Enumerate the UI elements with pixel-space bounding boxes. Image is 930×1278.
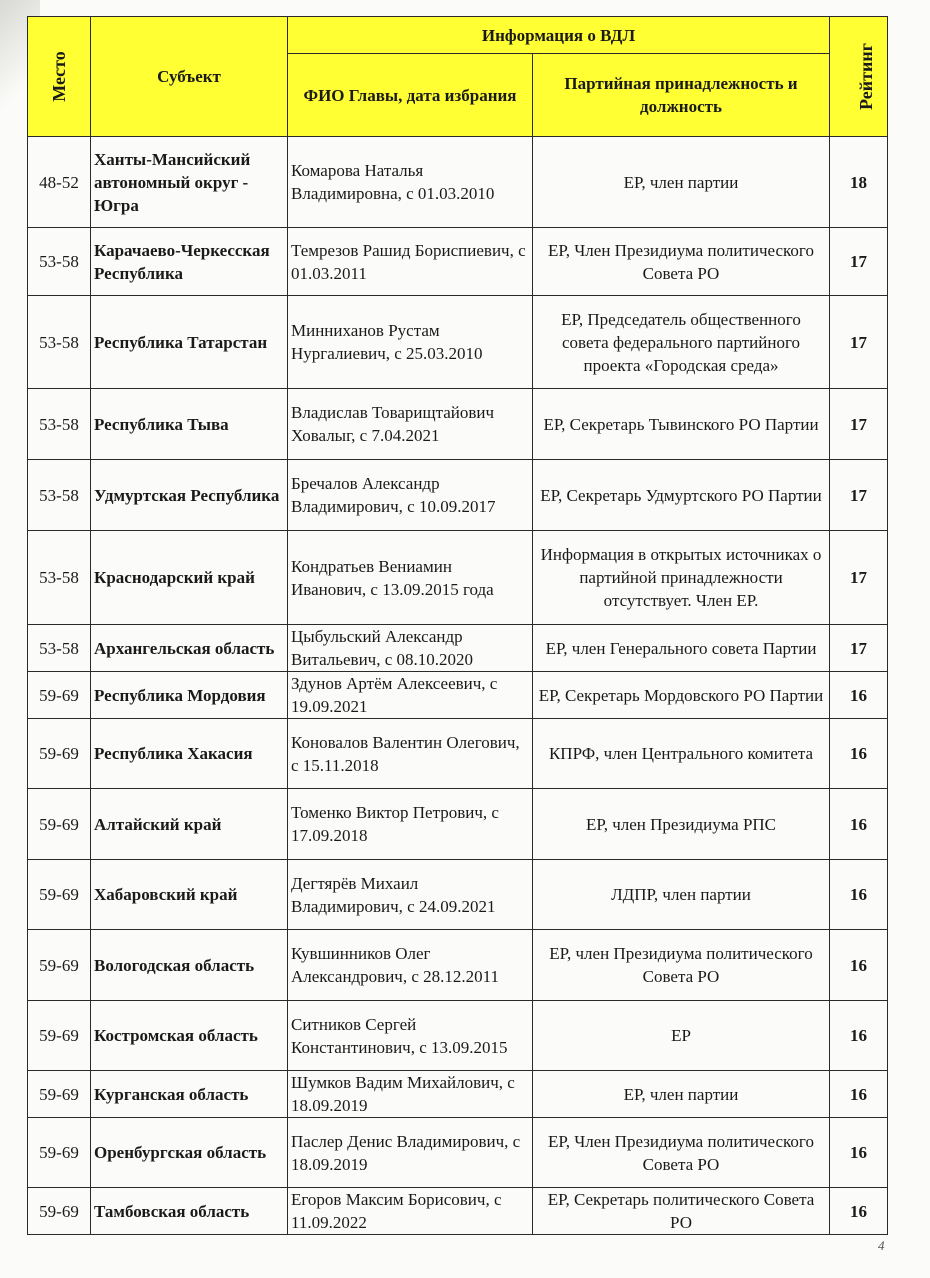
table-row	[28, 789, 888, 860]
header-vdl-info: Информация о ВДЛ	[288, 17, 830, 54]
head-cell: Темрезов Рашид Бориспиевич, с 01.03.2011	[288, 228, 533, 296]
rating-cell: 17	[830, 296, 888, 389]
head-cell: Паслер Денис Владимирович, с 18.09.2019	[288, 1118, 533, 1188]
head-cell: Коновалов Валентин Олегович, с 15.11.2018	[288, 719, 533, 789]
party-cell: КПРФ, член Центрального комитета	[533, 719, 830, 789]
head-cell: Кувшинников Олег Александрович, с 28.12.2011	[288, 930, 533, 1001]
table-row	[28, 1188, 888, 1235]
rating-cell: 16	[830, 1118, 888, 1188]
table-row	[28, 672, 888, 719]
header-place-label: Место	[48, 51, 69, 102]
rating-cell: 17	[830, 389, 888, 460]
subject-cell: Республика Татарстан	[91, 296, 288, 389]
place-cell: 59-69	[28, 719, 91, 789]
rating-cell: 16	[830, 789, 888, 860]
subject-cell: Вологодская область	[91, 930, 288, 1001]
table-row	[28, 228, 888, 296]
rating-cell: 17	[830, 460, 888, 531]
subject-cell: Алтайский край	[91, 789, 288, 860]
place-cell: 59-69	[28, 1071, 91, 1118]
table-row	[28, 930, 888, 1001]
table-row	[28, 719, 888, 789]
head-cell: Владислав Товарищтайович Ховалыг, с 7.04.2021	[288, 389, 533, 460]
header-rating	[830, 17, 888, 137]
head-cell: Томенко Виктор Петрович, с 17.09.2018	[288, 789, 533, 860]
table-row	[28, 1001, 888, 1071]
table-row	[28, 137, 888, 228]
table-row	[28, 460, 888, 531]
subject-cell: Республика Тыва	[91, 389, 288, 460]
header-head-name: ФИО Главы, дата избрания	[288, 54, 533, 137]
subject-cell: Карачаево-Черкесская Республика	[91, 228, 288, 296]
header-rating-label: Рейтинг	[855, 43, 876, 110]
rating-cell: 17	[830, 625, 888, 672]
header-subject: Субъект	[91, 17, 288, 137]
page-number: 4	[878, 1238, 885, 1253]
party-cell: ЕР, член Генерального совета Партии	[533, 625, 830, 672]
head-cell: Кондратьев Вениамин Иванович, с 13.09.2015 года	[288, 531, 533, 625]
table-body	[28, 137, 888, 1235]
table-row	[28, 389, 888, 460]
head-cell: Бречалов Александр Владимирович, с 10.09.2017	[288, 460, 533, 531]
party-cell: ЕР, Председатель общественного совета федерального партийного проекта «Городская среда»	[533, 296, 830, 389]
party-cell: ЕР, Член Президиума политического Совета РО	[533, 228, 830, 296]
head-cell: Егоров Максим Борисович, с 11.09.2022	[288, 1188, 533, 1235]
rating-table	[27, 16, 888, 1235]
rating-cell: 17	[830, 228, 888, 296]
place-cell: 53-58	[28, 460, 91, 531]
place-cell: 59-69	[28, 1188, 91, 1235]
place-cell: 59-69	[28, 672, 91, 719]
head-cell: Шумков Вадим Михайлович, с 18.09.2019	[288, 1071, 533, 1118]
party-cell: ЕР, член партии	[533, 1071, 830, 1118]
rating-cell: 17	[830, 531, 888, 625]
party-cell: ЕР, Секретарь Тывинского РО Партии	[533, 389, 830, 460]
place-cell: 59-69	[28, 930, 91, 1001]
party-cell: ЕР, Член Президиума политического Совета РО	[533, 1118, 830, 1188]
party-cell: ЕР, Секретарь Мордовского РО Партии	[533, 672, 830, 719]
subject-cell: Ханты-Мансийский автономный округ - Югра	[91, 137, 288, 228]
place-cell: 53-58	[28, 228, 91, 296]
rating-cell: 16	[830, 1188, 888, 1235]
party-cell: ЕР, член Президиума РПС	[533, 789, 830, 860]
place-cell: 59-69	[28, 1118, 91, 1188]
party-cell: ЛДПР, член партии	[533, 860, 830, 930]
subject-cell: Республика Мордовия	[91, 672, 288, 719]
subject-cell: Курганская область	[91, 1071, 288, 1118]
rating-cell: 16	[830, 930, 888, 1001]
head-cell: Цыбульский Александр Витальевич, с 08.10.2020	[288, 625, 533, 672]
party-cell: ЕР	[533, 1001, 830, 1071]
table-row	[28, 1118, 888, 1188]
subject-cell: Краснодарский край	[91, 531, 288, 625]
rating-cell: 16	[830, 860, 888, 930]
table-row	[28, 296, 888, 389]
party-cell: ЕР, Секретарь Удмуртского РО Партии	[533, 460, 830, 531]
head-cell: Комарова Наталья Владимировна, с 01.03.2010	[288, 137, 533, 228]
head-cell: Дегтярёв Михаил Владимирович, с 24.09.2021	[288, 860, 533, 930]
rating-cell: 16	[830, 719, 888, 789]
table-row	[28, 1071, 888, 1118]
place-cell: 53-58	[28, 531, 91, 625]
subject-cell: Оренбургская область	[91, 1118, 288, 1188]
table-row	[28, 531, 888, 625]
head-cell: Ситников Сергей Константинович, с 13.09.2015	[288, 1001, 533, 1071]
subject-cell: Удмуртская Республика	[91, 460, 288, 531]
place-cell: 59-69	[28, 860, 91, 930]
rating-cell: 18	[830, 137, 888, 228]
head-cell: Здунов Артём Алексеевич, с 19.09.2021	[288, 672, 533, 719]
place-cell: 59-69	[28, 789, 91, 860]
place-cell: 59-69	[28, 1001, 91, 1071]
header-party: Партийная принадлежность и должность	[533, 54, 830, 137]
party-cell: ЕР, член Президиума политического Совета РО	[533, 930, 830, 1001]
subject-cell: Хабаровский край	[91, 860, 288, 930]
rating-cell: 16	[830, 1071, 888, 1118]
place-cell: 53-58	[28, 389, 91, 460]
table-row	[28, 860, 888, 930]
subject-cell: Костромская область	[91, 1001, 288, 1071]
table-row	[28, 625, 888, 672]
party-cell: Информация в открытых источниках о партийной принадлежности отсутствует. Член ЕР.	[533, 531, 830, 625]
header-place	[28, 17, 91, 137]
party-cell: ЕР, Секретарь политического Совета РО	[533, 1188, 830, 1235]
subject-cell: Тамбовская область	[91, 1188, 288, 1235]
rating-cell: 16	[830, 672, 888, 719]
head-cell: Минниханов Рустам Нургалиевич, с 25.03.2010	[288, 296, 533, 389]
place-cell: 48-52	[28, 137, 91, 228]
place-cell: 53-58	[28, 296, 91, 389]
place-cell: 53-58	[28, 625, 91, 672]
subject-cell: Республика Хакасия	[91, 719, 288, 789]
subject-cell: Архангельская область	[91, 625, 288, 672]
party-cell: ЕР, член партии	[533, 137, 830, 228]
rating-cell: 16	[830, 1001, 888, 1071]
